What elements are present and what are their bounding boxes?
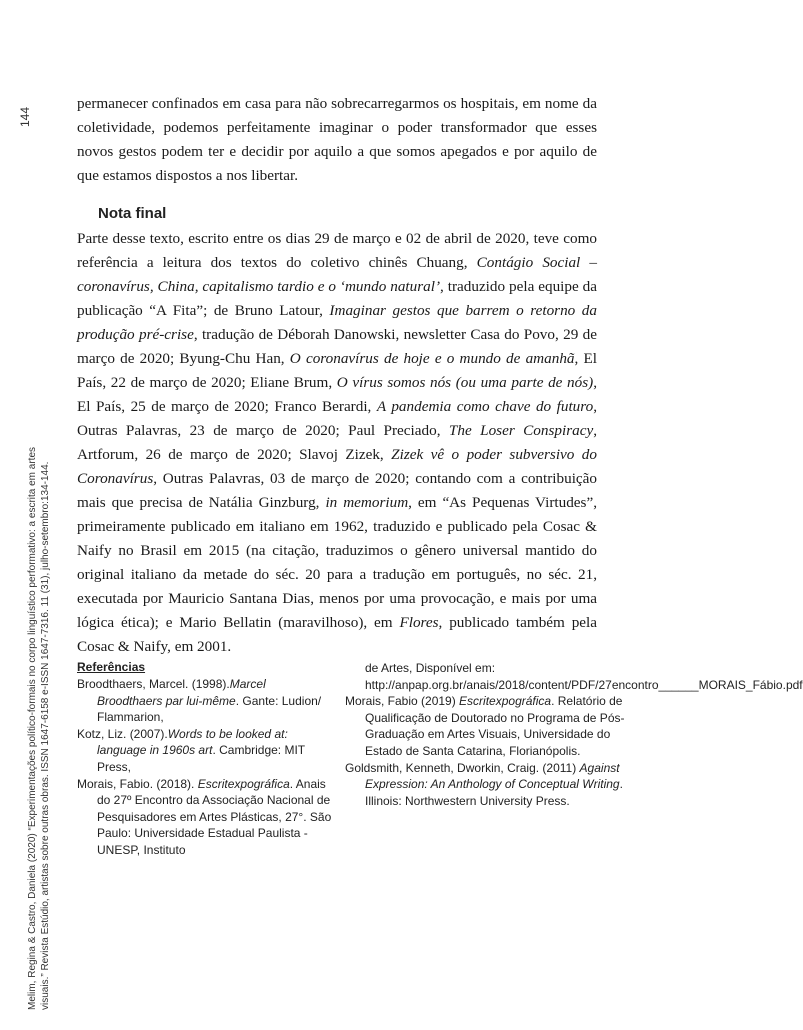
italic-title: in memorium [325, 494, 409, 511]
italic-title: Zizek vê o poder subversivo do Coronavírus [77, 446, 597, 487]
italic-title: Escritexpográfica [197, 776, 290, 791]
italic-title: O coronavírus de hoje e o mundo de amanhã [289, 350, 575, 367]
italic-title: Marcel Broodthaers par lui-même [97, 677, 266, 708]
reference-entry: Kotz, Liz. (2007).Words to be looked at: language in 1960s art. Cambridge: MIT Press, [77, 726, 305, 774]
references-right-column [345, 660, 803, 809]
italic-title: Against Expression: An Anthology of Conceptual Writing [365, 760, 620, 792]
references-heading: Referências [77, 660, 146, 674]
running-citation [26, 202, 52, 1010]
italic-title: Imaginar gestos que barrem o retorno da produção pré-crise [77, 302, 597, 343]
reference-entry: Broodthaers, Marcel. (1998).Marcel Broodthaers par lui-même. Gante: Ludion/ Flammarion, [77, 677, 322, 725]
reference-entry: Morais, Fabio. (2018). Escritexpográfica. Anais do 27º Encontro da Associação Nacional de Pesquisadores em Artes Plásticas, 27°. São Paulo: Universidade Estadual Paulista - UNESP, Instituto [77, 776, 332, 857]
italic-title: A pandemia como chave do futuro [376, 398, 594, 415]
intro-paragraph: permanecer confinados em casa para não sobrecarregarmos os hospitais, em nome da coletividade, podemos perfeitamente imaginar o poder transformador que esses novos gestos podem ter e decidir por aquilo a que somos apegados e por aquilo de que estamos dispostos a nos libertar. [77, 95, 597, 184]
italic-title: Contágio Social – coronavírus, China, capitalismo tardio e o ‘mundo natural’ [77, 254, 597, 295]
italic-title: The Loser Conspiracy [448, 422, 594, 439]
italic-title: Escritexpográfica [459, 694, 552, 709]
italic-title: Words to be looked at: language in 1960s art [97, 726, 288, 758]
reference-entry: Morais, Fabio (2019) Escritexpográfica. Relatório de Qualificação de Doutorado no Programa de Pós- Graduação em Artes Visuais, Universidade do Estado de Santa Catarina, Florianópolis. [345, 694, 625, 758]
reference-continuation: de Artes, Disponível em: http://anpap.org.br/anais/2018/content/PDF/27encontro______MORAIS_Fábio.pdf [365, 661, 803, 692]
page-number: 144 [18, 106, 32, 127]
italic-title: Flores [399, 614, 439, 631]
running-citation-line: visuais.” Revista Estúdio, artistas sobre outras obras. ISSN 1647-6158 e-ISSN 1647-7316. 11 (31), julho-setembro:134-144. [40, 461, 51, 1010]
italic-title: O vírus somos nós (ou uma parte de nós) [336, 374, 594, 391]
running-citation-line: Melim, Regina & Castro, Daniela (2020) “Experimentações político-formais no corpo linguístico performativo: a escrita em artes [27, 446, 38, 1010]
nota-final-paragraph: Parte desse texto, escrito entre os dias 29 de março e 02 de abril de 2020, teve como referência a leitura dos textos do coletivo chinês Chuang, Contágio Social – coronavírus, China, capitalismo tardio e o ‘mundo natural’, traduzido pela equipe da publicação “A Fita”; de Bruno Latour, Imaginar gestos que barrem o retorno da produção pré-crise, tradução de Déborah Danowski, newsletter Casa do Povo, 29 de março de 2020; Byung-Chu Han, O coronavírus de hoje e o mundo de amanhã, El País, 22 de março de 2020; Eliane Brum, O vírus somos nós (ou uma parte de nós), El País, 25 de março de 2020; Franco Berardi, A pandemia como chave do futuro, Outras Palavras, 23 de março de 2020; Paul Preciado, The Loser Conspiracy, Artforum, 26 de março de 2020; Slavoj Zizek, Zizek vê o poder subversivo do Coronavírus, Outras Palavras, 03 de março de 2020; contando com a contribuição mais que precisa de Natália Ginzburg, in memorium, em “As Pequenas Virtudes”, primeiramente publicado em italiano em 1962, traduzido e publicado pela Cosac & Naify no Brasil em 2015 (na citação, traduzimos o gênero universal mantido do original italiano da metade do séc. 20 para a tradução em português, no séc. 21, executada por Mauricio Santana Dias, menos por uma provocação, e mais por uma lógica ética); e Mario Bellatin (maravilhoso), em Flores, publicado também pela Cosac & Naify, em 2001. [77, 230, 598, 655]
section-title: Nota final [98, 205, 167, 222]
reference-entry: Goldsmith, Kenneth, Dworkin, Craig. (2011) Against Expression: An Anthology of Conceptual Writing. Illinois: Northwestern University Press. [345, 760, 623, 808]
references-left-column [77, 676, 333, 859]
